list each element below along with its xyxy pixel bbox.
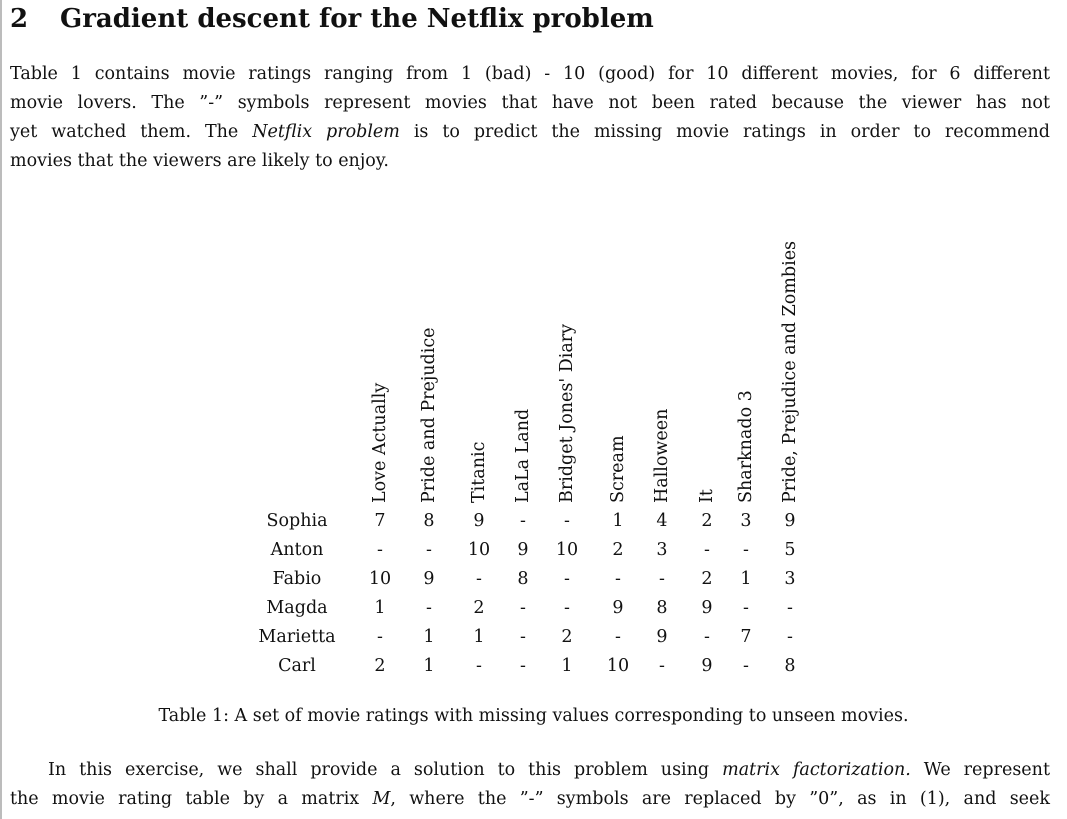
rating-cell: 9 bbox=[423, 569, 435, 589]
rating-cell: - bbox=[659, 656, 665, 676]
rating-cell: 1 bbox=[374, 598, 386, 618]
rating-cell: 3 bbox=[656, 540, 668, 560]
rating-cell: 1 bbox=[473, 627, 485, 647]
rating-cell: 8 bbox=[656, 598, 668, 618]
rating-cell: 8 bbox=[784, 656, 796, 676]
rating-cell: - bbox=[743, 656, 749, 676]
intro-paragraph bbox=[10, 60, 1050, 176]
rating-cell: - bbox=[787, 627, 793, 647]
intro-line-3-end: is to predict the missing movie ratings in order to recommend bbox=[399, 122, 1050, 142]
rating-cell: 10 bbox=[555, 540, 579, 560]
rating-cell: 9 bbox=[473, 511, 485, 531]
page-left-edge bbox=[0, 0, 2, 819]
row-label: Anton bbox=[270, 540, 324, 560]
netflix-problem-term: Netflix problem bbox=[252, 122, 400, 142]
rating-cell: - bbox=[520, 656, 526, 676]
rating-cell: 2 bbox=[612, 540, 624, 560]
table-caption: Table 1: A set of movie ratings with missing values corresponding to unseen movies. bbox=[158, 706, 909, 726]
rating-cell: - bbox=[704, 540, 710, 560]
column-header-label: Titanic bbox=[469, 441, 489, 503]
matrix-factorization-term: matrix factorization. bbox=[722, 760, 911, 780]
intro-line-3 bbox=[10, 118, 1050, 147]
rating-cell: - bbox=[520, 598, 526, 618]
rating-cell: - bbox=[520, 511, 526, 531]
intro-line-3-start: yet watched them. The bbox=[10, 122, 253, 142]
method-line-1-start: In this exercise, we shall provide a solution to this problem using bbox=[48, 760, 723, 780]
rating-cell: 2 bbox=[561, 627, 573, 647]
rating-cell: 1 bbox=[423, 627, 435, 647]
rating-cell: - bbox=[520, 627, 526, 647]
rating-cell: 9 bbox=[701, 656, 713, 676]
rating-cell: 9 bbox=[517, 540, 529, 560]
intro-line-2: movie lovers. The ”-” symbols represent movies that have not been rated because the viewer has not bbox=[10, 93, 1050, 113]
rating-cell: - bbox=[743, 598, 749, 618]
matrix-symbol-m: M bbox=[372, 789, 391, 809]
rating-cell: - bbox=[377, 540, 383, 560]
method-line-2 bbox=[10, 785, 1050, 814]
rating-cell: 2 bbox=[473, 598, 485, 618]
section-heading bbox=[10, 0, 654, 38]
column-header-label: Scream bbox=[608, 435, 628, 503]
row-label: Fabio bbox=[272, 569, 322, 589]
rating-cell: 2 bbox=[701, 569, 713, 589]
rating-cell: - bbox=[476, 656, 482, 676]
column-header-label: It bbox=[697, 489, 717, 503]
rating-cell: 8 bbox=[517, 569, 529, 589]
rating-cell: 7 bbox=[740, 627, 752, 647]
rating-cell: - bbox=[476, 569, 482, 589]
rating-cell: 2 bbox=[374, 656, 386, 676]
rating-cell: - bbox=[377, 627, 383, 647]
rating-cell: 1 bbox=[740, 569, 752, 589]
rating-cell: 9 bbox=[784, 511, 796, 531]
column-header-label: Love Actually bbox=[370, 382, 390, 503]
column-header-label: Sharknado 3 bbox=[736, 390, 756, 503]
intro-line-4: movies that the viewers are likely to enjoy. bbox=[10, 151, 389, 171]
rating-cell: - bbox=[564, 569, 570, 589]
rating-cell: 3 bbox=[784, 569, 796, 589]
rating-cell: 10 bbox=[368, 569, 392, 589]
column-header-label: Bridget Jones' Diary bbox=[557, 323, 577, 503]
rating-cell: - bbox=[426, 598, 432, 618]
column-header-label: Pride and Prejudice bbox=[419, 327, 439, 503]
row-label: Marietta bbox=[258, 627, 336, 647]
rating-cell: - bbox=[743, 540, 749, 560]
row-label: Magda bbox=[266, 598, 328, 618]
row-label: Carl bbox=[278, 656, 316, 676]
rating-cell: 5 bbox=[784, 540, 796, 560]
rating-cell: - bbox=[615, 627, 621, 647]
method-line-2-end: , where the ”-” symbols are replaced by ”0”, as in (1), and seek bbox=[390, 789, 1050, 809]
rating-cell: 1 bbox=[561, 656, 573, 676]
row-label: Sophia bbox=[266, 511, 328, 531]
rating-cell: 9 bbox=[656, 627, 668, 647]
section-title: Gradient descent for the Netflix problem bbox=[60, 4, 654, 34]
rating-cell: 4 bbox=[656, 511, 668, 531]
rating-cell: 2 bbox=[701, 511, 713, 531]
rating-cell: 1 bbox=[612, 511, 624, 531]
rating-cell: - bbox=[426, 540, 432, 560]
column-header-label: Pride, Prejudice and Zombies bbox=[780, 240, 800, 503]
rating-cell: - bbox=[615, 569, 621, 589]
rating-cell: - bbox=[787, 598, 793, 618]
rating-cell: 3 bbox=[740, 511, 752, 531]
rating-cell: 8 bbox=[423, 511, 435, 531]
column-header-label: Halloween bbox=[652, 408, 672, 503]
method-paragraph bbox=[10, 756, 1050, 814]
rating-cell: 10 bbox=[467, 540, 491, 560]
rating-cell: - bbox=[704, 627, 710, 647]
intro-line-1: Table 1 contains movie ratings ranging from 1 (bad) - 10 (good) for 10 different movies, for 6 different bbox=[10, 64, 1050, 84]
method-line-2-start: the movie rating table by a matrix bbox=[10, 789, 373, 809]
method-line-1-end: We represent bbox=[910, 760, 1050, 780]
rating-cell: 7 bbox=[374, 511, 386, 531]
rating-cell: 1 bbox=[423, 656, 435, 676]
column-header-label: LaLa Land bbox=[513, 408, 533, 503]
method-line-1 bbox=[10, 756, 1050, 785]
rating-cell: 10 bbox=[606, 656, 630, 676]
rating-cell: - bbox=[659, 569, 665, 589]
rating-cell: - bbox=[564, 511, 570, 531]
section-number: 2 bbox=[10, 4, 29, 34]
rating-cell: - bbox=[564, 598, 570, 618]
rating-cell: 9 bbox=[612, 598, 624, 618]
rating-cell: 9 bbox=[701, 598, 713, 618]
